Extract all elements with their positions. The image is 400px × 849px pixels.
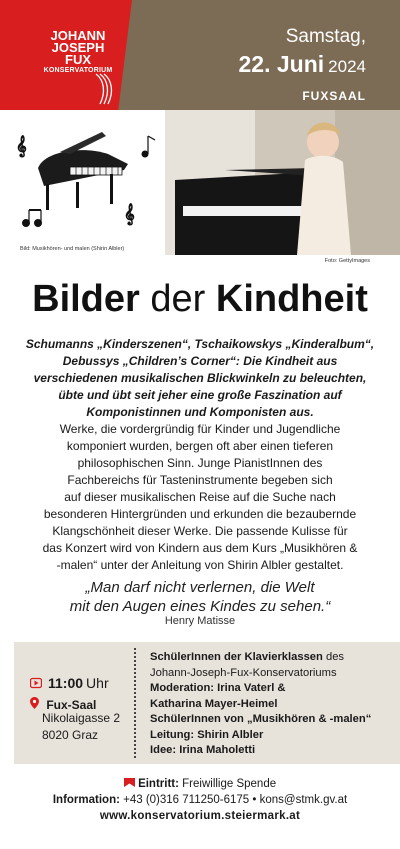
- intro-line: Schumanns „Kinderszenen“, Tschaikowskys „Kinderalbum“,: [25, 337, 375, 351]
- quote-author: Henry Matisse: [164, 615, 236, 627]
- program-students: SchülerInnen von „Musikhören & -malen“: [150, 713, 372, 725]
- entry-row: [0, 776, 400, 792]
- time-row: [30, 675, 109, 691]
- piano-illustration: [0, 110, 165, 255]
- logo-wordmark: [33, 30, 123, 76]
- svg-text:𝄞: 𝄞: [124, 204, 135, 225]
- body-line: Fachbereichs für Tasteninstrumente begeben sich: [67, 473, 333, 487]
- quote-line-2: mit den Augen eines Kindes zu sehen.“: [69, 598, 331, 615]
- program-line-6: [150, 728, 394, 744]
- program-moderation-2: Katharina Mayer-Heimel: [150, 697, 278, 710]
- footer: [0, 776, 400, 824]
- email-link[interactable]: kons@stmk.gv.at: [259, 794, 348, 806]
- address-street: Nikolaigasse 2: [42, 711, 121, 725]
- body-line: philosophischen Sinn. Junge PianistInnen des: [77, 456, 323, 470]
- page-title: [0, 276, 400, 322]
- body-line: das Konzert wird von Kindern aus dem Kurs „Musikhören &: [42, 541, 358, 555]
- body-line: -malen“ unter der Anleitung von Shirin Albler gestaltet.: [56, 558, 344, 572]
- ticket-icon: [124, 778, 135, 787]
- info-label: Information:: [52, 794, 120, 806]
- program-line-7: [150, 743, 394, 759]
- quote-line-1: „Man darf nicht verlernen, die Welt: [85, 579, 315, 596]
- intro-line: verschiedenen musikalischen Blickwinkeln zu beleuchten,: [33, 371, 367, 385]
- intro-line: Komponistinnen und Komponisten aus.: [86, 405, 314, 419]
- program-line-3: [150, 681, 394, 697]
- program-line: [150, 650, 394, 666]
- address-city: 8020 Graz: [42, 728, 99, 742]
- entry-value: Freiwillige Spende: [182, 778, 277, 790]
- body-line: besonderen Hintergründen und erkunden die bezaubernde: [43, 507, 357, 521]
- location-name: Fux-Saal: [46, 698, 97, 712]
- program-line-4: [150, 697, 394, 713]
- photo-caption: Foto: GettyImages: [324, 258, 370, 264]
- entry-label: Eintritt:: [138, 778, 179, 790]
- event-year: 2024: [328, 57, 366, 76]
- illustration-caption: Bild: Musikhören- und malen (Shirin Albler): [20, 246, 125, 252]
- event-time-unit: Uhr: [86, 675, 109, 691]
- event-time: 11:00: [48, 675, 84, 691]
- body-line: Klangschönheit dieser Werke. Die passende Kulisse für: [52, 524, 348, 538]
- program-idea: Idee: Irina Maholetti: [150, 744, 256, 756]
- program-line-5: [150, 712, 394, 728]
- child-at-piano-photo: [165, 110, 400, 255]
- body-line: komponiert wurden, bergen oft aber einen tieferen: [66, 439, 334, 453]
- body-line: Werke, die vordergründig für Kinder und Jugendliche: [59, 422, 341, 436]
- intro-line: Debussys „Children’s Corner“: Die Kindheit aus: [62, 354, 338, 368]
- program-line-1-bold: SchülerInnen der Klavierklassen: [150, 651, 323, 663]
- info-row: [0, 792, 400, 808]
- intro-paragraph: [14, 336, 386, 421]
- website-link[interactable]: www.konservatorium.steiermark.at: [99, 810, 301, 822]
- info-divider: [134, 648, 136, 758]
- logo-line-4: KONSERVATORIUM: [43, 67, 113, 74]
- title-part-2: der: [150, 278, 206, 320]
- quote: [0, 578, 400, 616]
- phone-number[interactable]: +43 (0)316 711250-6175: [123, 794, 250, 806]
- intro-line: übte und übt seit jeher eine große Faszination auf: [58, 388, 342, 402]
- play-icon: [30, 677, 42, 689]
- svg-text:𝄞: 𝄞: [16, 136, 27, 157]
- address: [42, 710, 120, 744]
- title-part-1: Bilder: [32, 278, 140, 320]
- program-line-2: Johann-Joseph-Fux-Konservatoriums: [150, 666, 337, 679]
- program-moderation: Moderation: Irina Vaterl &: [150, 682, 286, 694]
- separator: •: [252, 794, 257, 806]
- logo-line-1: JOHANN: [50, 28, 106, 43]
- logo-line-3: FUX: [65, 52, 91, 67]
- title-part-3: Kindheit: [215, 278, 368, 320]
- location-pin-icon: [30, 697, 39, 709]
- body-line: auf dieser musikalischen Reise auf die Suche nach: [64, 490, 336, 504]
- event-venue: FUXSAAL: [302, 89, 366, 103]
- event-date-block: [239, 26, 366, 103]
- program-leader: Leitung: Shirin Albler: [150, 728, 264, 741]
- event-date: 22. Juni: [238, 51, 325, 77]
- event-date-line: [239, 50, 366, 81]
- program-line-1-rest: des: [322, 651, 345, 663]
- body-paragraph: [14, 421, 386, 574]
- event-weekday: Samstag,: [285, 26, 366, 47]
- logo-line-2: JOSEPH: [51, 40, 105, 55]
- program-details: [150, 650, 394, 759]
